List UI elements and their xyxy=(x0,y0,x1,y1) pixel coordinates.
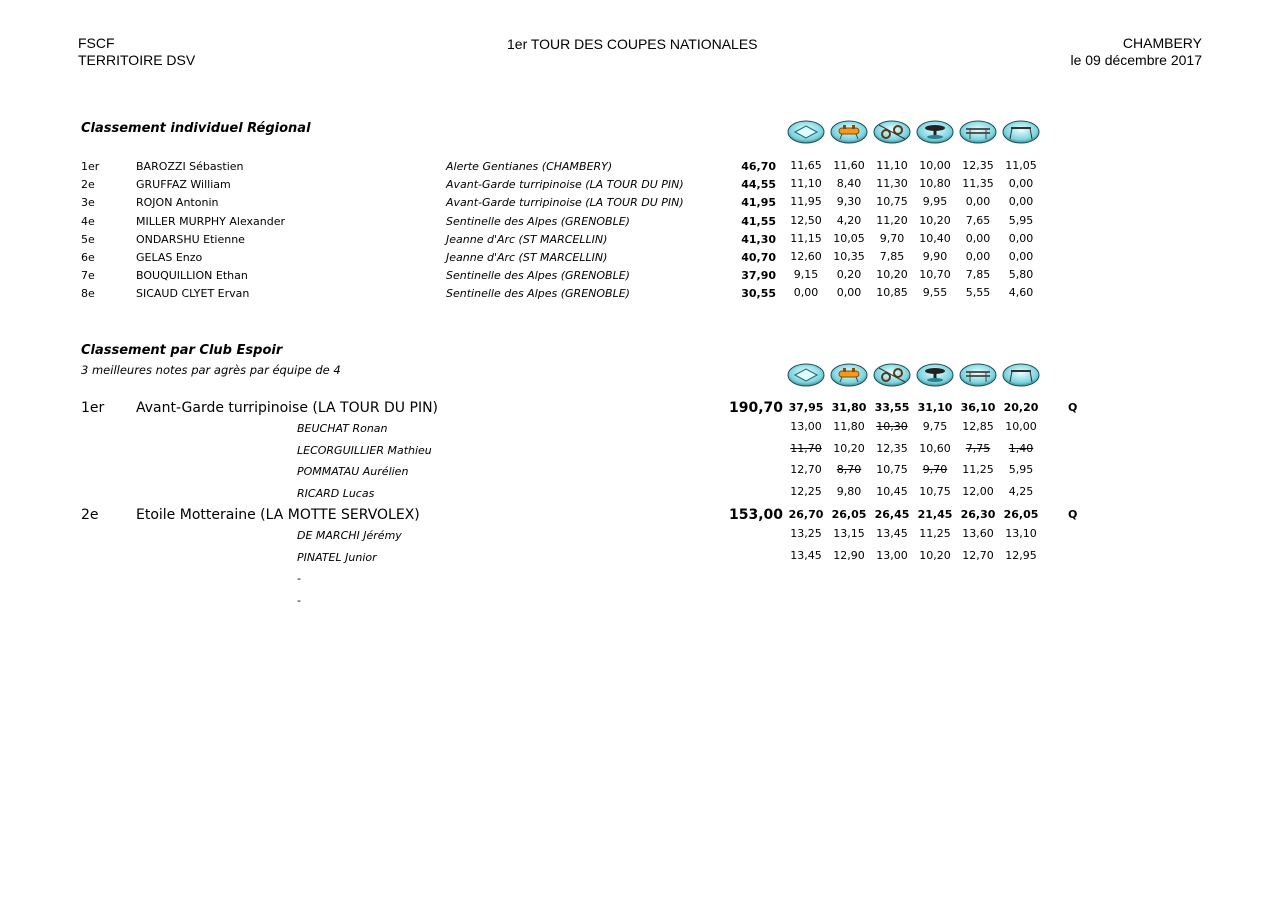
gymnast-name: ONDARSHU Etienne xyxy=(136,232,245,246)
team-apparatus-score: 31,10 xyxy=(917,401,953,414)
team-apparatus-score: 21,45 xyxy=(917,508,953,521)
member-apparatus-score: 9,75 xyxy=(922,420,948,433)
apparatus-score: 10,75 xyxy=(876,195,908,209)
member-apparatus-score: 13,10 xyxy=(1005,527,1037,540)
apparatus-score: 11,65 xyxy=(790,159,822,172)
team-total: 190,70 xyxy=(728,400,783,416)
team-apparatus-score: 26,05 xyxy=(831,508,867,521)
member-apparatus-score: 10,00 xyxy=(1005,420,1037,433)
gymnast-name: MILLER MURPHY Alexander xyxy=(136,214,286,228)
member-apparatus-score: 10,75 xyxy=(876,463,908,476)
gymnast-name: ROJON Antonin xyxy=(136,196,219,210)
team-apparatus-score: 37,95 xyxy=(788,401,824,414)
club-name: Avant-Garde turripinoise (LA TOUR DU PIN) xyxy=(446,178,684,192)
club-name: Jeanne d'Arc (ST MARCELLIN) xyxy=(446,232,608,246)
apparatus-score: 0,00 xyxy=(836,286,862,300)
apparatus-score: 8,40 xyxy=(836,177,862,191)
team-apparatus-score: 26,45 xyxy=(874,508,910,521)
gymnast-name: GELAS Enzo xyxy=(136,251,203,264)
apparatus-score: 11,20 xyxy=(876,213,908,227)
apparatus-score: 12,35 xyxy=(962,159,994,172)
member-apparatus-score: 12,25 xyxy=(790,484,822,498)
apparatus-score: 9,90 xyxy=(922,250,948,263)
member-apparatus-score: 11,25 xyxy=(962,463,994,476)
apparatus-score: 0,00 xyxy=(965,250,991,263)
member-name: - xyxy=(297,572,301,585)
apparatus-score: 11,10 xyxy=(790,177,822,191)
club-name: Sentinelle des Alpes (GRENOBLE) xyxy=(446,214,630,228)
individual-ranking-title: Classement individuel Régional xyxy=(81,121,311,136)
member-apparatus-score: 10,20 xyxy=(919,548,951,562)
discarded-score: 1,40 xyxy=(1008,441,1034,455)
member-apparatus-score: 10,45 xyxy=(876,484,908,498)
apparatus-score: 7,65 xyxy=(965,213,991,227)
apparatus-score: 11,10 xyxy=(876,159,908,172)
apparatus-score: 11,60 xyxy=(833,159,865,172)
apparatus-score: 10,00 xyxy=(919,159,951,172)
apparatus-score: 7,85 xyxy=(879,250,905,263)
parallel-bars-icon xyxy=(959,363,997,387)
club-name: Alerte Gentianes (CHAMBERY) xyxy=(446,160,613,173)
header-territory: TERRITOIRE DSV xyxy=(78,52,196,68)
rank: 4e xyxy=(81,214,95,228)
member-apparatus-score: 13,45 xyxy=(790,548,822,562)
team-apparatus-score: 36,10 xyxy=(960,401,996,414)
apparatus-score: 0,00 xyxy=(1008,195,1034,209)
total-score: 41,30 xyxy=(741,232,776,246)
total-score: 41,95 xyxy=(741,196,776,210)
team-apparatus-score: 31,80 xyxy=(831,401,867,414)
rings-icon xyxy=(873,363,911,387)
rank: 3e xyxy=(81,196,95,210)
apparatus-score: 0,00 xyxy=(1008,250,1034,263)
apparatus-score: 0,20 xyxy=(836,268,862,282)
apparatus-score: 10,05 xyxy=(833,231,865,245)
team-apparatus-score: 26,70 xyxy=(788,508,824,521)
rank: 2e xyxy=(81,178,95,192)
team-apparatus-score: 33,55 xyxy=(874,401,910,414)
member-apparatus-score: 5,95 xyxy=(1008,463,1034,476)
member-apparatus-score: 12,95 xyxy=(1005,548,1037,562)
apparatus-score: 7,85 xyxy=(965,268,991,282)
gymnast-name: BAROZZI Sébastien xyxy=(136,160,244,173)
team-apparatus-score: 20,20 xyxy=(1003,401,1039,414)
header-date: le 09 décembre 2017 xyxy=(1070,52,1202,68)
apparatus-score: 5,95 xyxy=(1008,213,1034,227)
apparatus-score: 5,55 xyxy=(965,286,991,300)
apparatus-score: 10,40 xyxy=(919,231,951,245)
apparatus-score: 11,15 xyxy=(790,231,822,245)
apparatus-score: 12,50 xyxy=(790,213,822,227)
discarded-score: 7,75 xyxy=(965,441,991,455)
apparatus-score: 12,60 xyxy=(790,250,822,263)
header-event-title: 1er TOUR DES COUPES NATIONALES xyxy=(507,36,758,52)
member-apparatus-score: 11,80 xyxy=(833,420,865,433)
member-apparatus-score: 10,75 xyxy=(919,484,951,498)
member-apparatus-score: 12,35 xyxy=(876,441,908,455)
apparatus-score: 10,70 xyxy=(919,268,951,282)
apparatus-score: 9,15 xyxy=(793,268,819,282)
team-name: Avant-Garde turripinoise (LA TOUR DU PIN) xyxy=(136,400,439,416)
total-score: 37,90 xyxy=(741,269,776,283)
rank: 5e xyxy=(81,232,95,246)
gymnast-name: GRUFFAZ William xyxy=(136,178,231,192)
team-rank: 1er xyxy=(81,400,105,416)
team-rank: 2e xyxy=(81,507,99,523)
member-name: POMMATAU Aurélien xyxy=(297,465,409,478)
apparatus-score: 11,95 xyxy=(790,195,822,209)
rank: 1er xyxy=(81,160,100,173)
pommel-horse-icon xyxy=(830,120,868,144)
discarded-score: 9,70 xyxy=(922,463,948,476)
member-apparatus-score: 12,90 xyxy=(833,548,865,562)
team-total: 153,00 xyxy=(728,507,783,523)
team-apparatus-score: 26,05 xyxy=(1003,508,1039,521)
apparatus-score: 5,80 xyxy=(1008,268,1034,282)
total-score: 44,55 xyxy=(741,178,776,192)
parallel-bars-icon xyxy=(959,120,997,144)
member-apparatus-score: 12,70 xyxy=(962,548,994,562)
rings-icon xyxy=(873,120,911,144)
apparatus-score: 0,00 xyxy=(965,195,991,209)
member-name: RICARD Lucas xyxy=(297,486,375,500)
apparatus-score: 11,05 xyxy=(1005,159,1037,172)
vault-icon xyxy=(916,120,954,144)
member-apparatus-score: 10,20 xyxy=(833,441,865,455)
rank: 8e xyxy=(81,287,95,301)
member-apparatus-score: 10,60 xyxy=(919,441,951,455)
member-apparatus-score: 13,15 xyxy=(833,527,865,540)
apparatus-score: 10,35 xyxy=(833,250,865,263)
vault-icon xyxy=(916,363,954,387)
team-name: Etoile Motteraine (LA MOTTE SERVOLEX) xyxy=(136,507,420,523)
member-name: DE MARCHI Jérémy xyxy=(297,529,402,542)
apparatus-score: 10,85 xyxy=(876,286,908,300)
floor-exercise-icon xyxy=(787,120,825,144)
member-apparatus-score: 12,00 xyxy=(962,484,994,498)
member-apparatus-score: 13,45 xyxy=(876,527,908,540)
member-apparatus-score: 13,60 xyxy=(962,527,994,540)
horizontal-bar-icon xyxy=(1002,120,1040,144)
pommel-horse-icon xyxy=(830,363,868,387)
member-name: LECORGUILLIER Mathieu xyxy=(297,443,432,457)
club-ranking-subtitle: 3 meilleures notes par agrès par équipe de 4 xyxy=(81,363,341,377)
member-apparatus-score: 12,85 xyxy=(962,420,994,433)
floor-exercise-icon xyxy=(787,363,825,387)
apparatus-score: 10,20 xyxy=(919,213,951,227)
member-apparatus-score: 4,25 xyxy=(1008,484,1034,498)
apparatus-score: 10,80 xyxy=(919,177,951,191)
member-apparatus-score: 9,80 xyxy=(836,484,862,498)
apparatus-score: 9,70 xyxy=(879,231,905,245)
rank: 7e xyxy=(81,269,95,283)
rank: 6e xyxy=(81,251,95,264)
club-name: Avant-Garde turripinoise (LA TOUR DU PIN) xyxy=(446,196,684,210)
discarded-score: 8,70 xyxy=(836,463,862,476)
member-name: - xyxy=(297,593,301,607)
discarded-score: 10,30 xyxy=(876,420,908,433)
total-score: 30,55 xyxy=(741,287,776,301)
apparatus-score: 9,30 xyxy=(836,195,862,209)
club-name: Sentinelle des Alpes (GRENOBLE) xyxy=(446,269,630,283)
club-ranking-title: Classement par Club Espoir xyxy=(81,343,283,358)
apparatus-score: 4,60 xyxy=(1008,286,1034,300)
member-apparatus-score: 12,70 xyxy=(790,463,822,476)
apparatus-score: 0,00 xyxy=(1008,177,1034,191)
apparatus-score: 11,35 xyxy=(962,177,994,191)
member-name: PINATEL Junior xyxy=(297,550,377,564)
member-apparatus-score: 13,00 xyxy=(790,420,822,433)
apparatus-score: 11,30 xyxy=(876,177,908,191)
member-apparatus-score: 13,25 xyxy=(790,527,822,540)
total-score: 40,70 xyxy=(741,251,776,264)
qualified-mark: Q xyxy=(1068,508,1078,521)
header-city: CHAMBERY xyxy=(1122,35,1202,51)
apparatus-score: 4,20 xyxy=(836,213,862,227)
total-score: 46,70 xyxy=(741,160,776,173)
gymnast-name: BOUQUILLION Ethan xyxy=(136,269,248,283)
qualified-mark: Q xyxy=(1068,401,1078,414)
apparatus-score: 9,95 xyxy=(922,195,948,209)
horizontal-bar-icon xyxy=(1002,363,1040,387)
club-name: Jeanne d'Arc (ST MARCELLIN) xyxy=(446,251,608,264)
total-score: 41,55 xyxy=(741,214,776,228)
apparatus-score: 0,00 xyxy=(1008,231,1034,245)
member-apparatus-score: 13,00 xyxy=(876,548,908,562)
member-apparatus-score: 11,25 xyxy=(919,527,951,540)
apparatus-score: 9,55 xyxy=(922,286,948,300)
header-org: FSCF xyxy=(78,35,115,51)
discarded-score: 11,70 xyxy=(790,441,822,455)
member-name: BEUCHAT Ronan xyxy=(297,422,388,435)
gymnast-name: SICAUD CLYET Ervan xyxy=(136,287,250,301)
club-name: Sentinelle des Alpes (GRENOBLE) xyxy=(446,287,630,301)
apparatus-score: 10,20 xyxy=(876,268,908,282)
apparatus-score: 0,00 xyxy=(793,286,819,300)
team-apparatus-score: 26,30 xyxy=(960,508,996,521)
apparatus-score: 0,00 xyxy=(965,231,991,245)
